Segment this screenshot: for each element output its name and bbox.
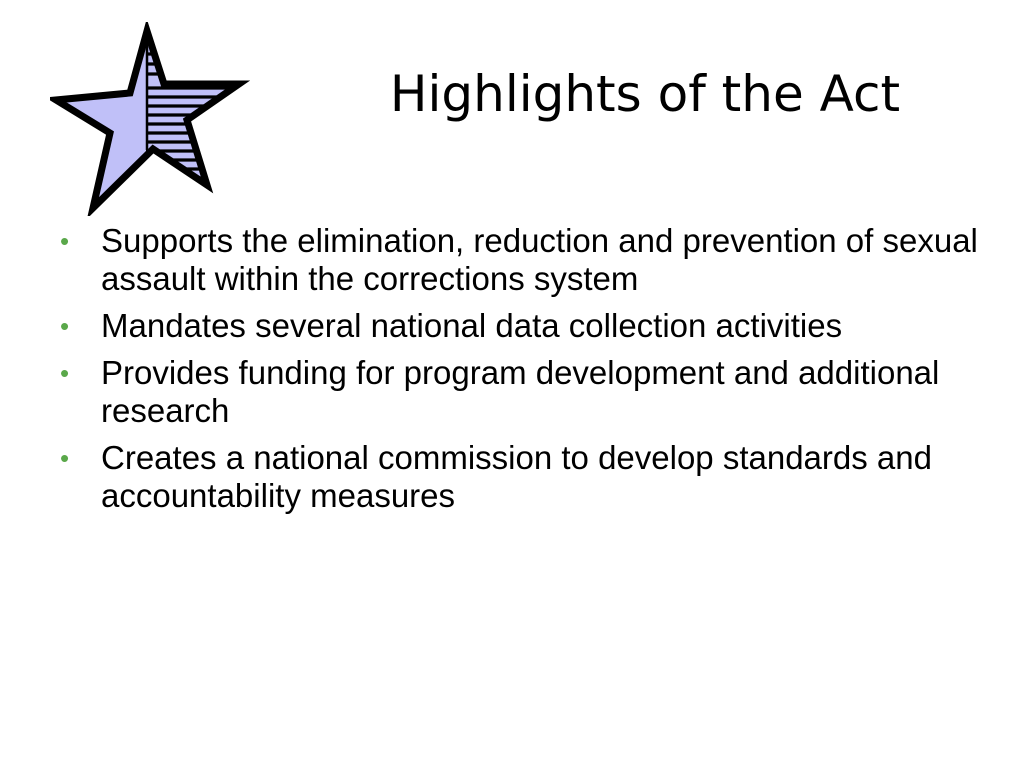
bullet-icon: • [60, 226, 70, 256]
bullet-icon: • [60, 443, 70, 473]
bullet-text: Mandates several national data collection activities [101, 307, 843, 344]
bullet-icon: • [60, 311, 70, 341]
bullet-item-commission [54, 439, 984, 515]
bullet-item-funding [54, 354, 984, 430]
bullet-item-data-collection [54, 307, 984, 345]
bullet-text: Provides funding for program development and additional research [101, 354, 940, 429]
bullet-item-elimination [54, 222, 984, 298]
bullet-icon: • [60, 358, 70, 388]
bullet-list [54, 222, 984, 524]
bullet-text: Supports the elimination, reduction and prevention of sexual assault within the corrections system [101, 222, 978, 297]
slide-title: Highlights of the Act [389, 65, 901, 123]
bullet-text: Creates a national commission to develop standards and accountability measures [101, 439, 932, 514]
star-icon [50, 22, 250, 216]
